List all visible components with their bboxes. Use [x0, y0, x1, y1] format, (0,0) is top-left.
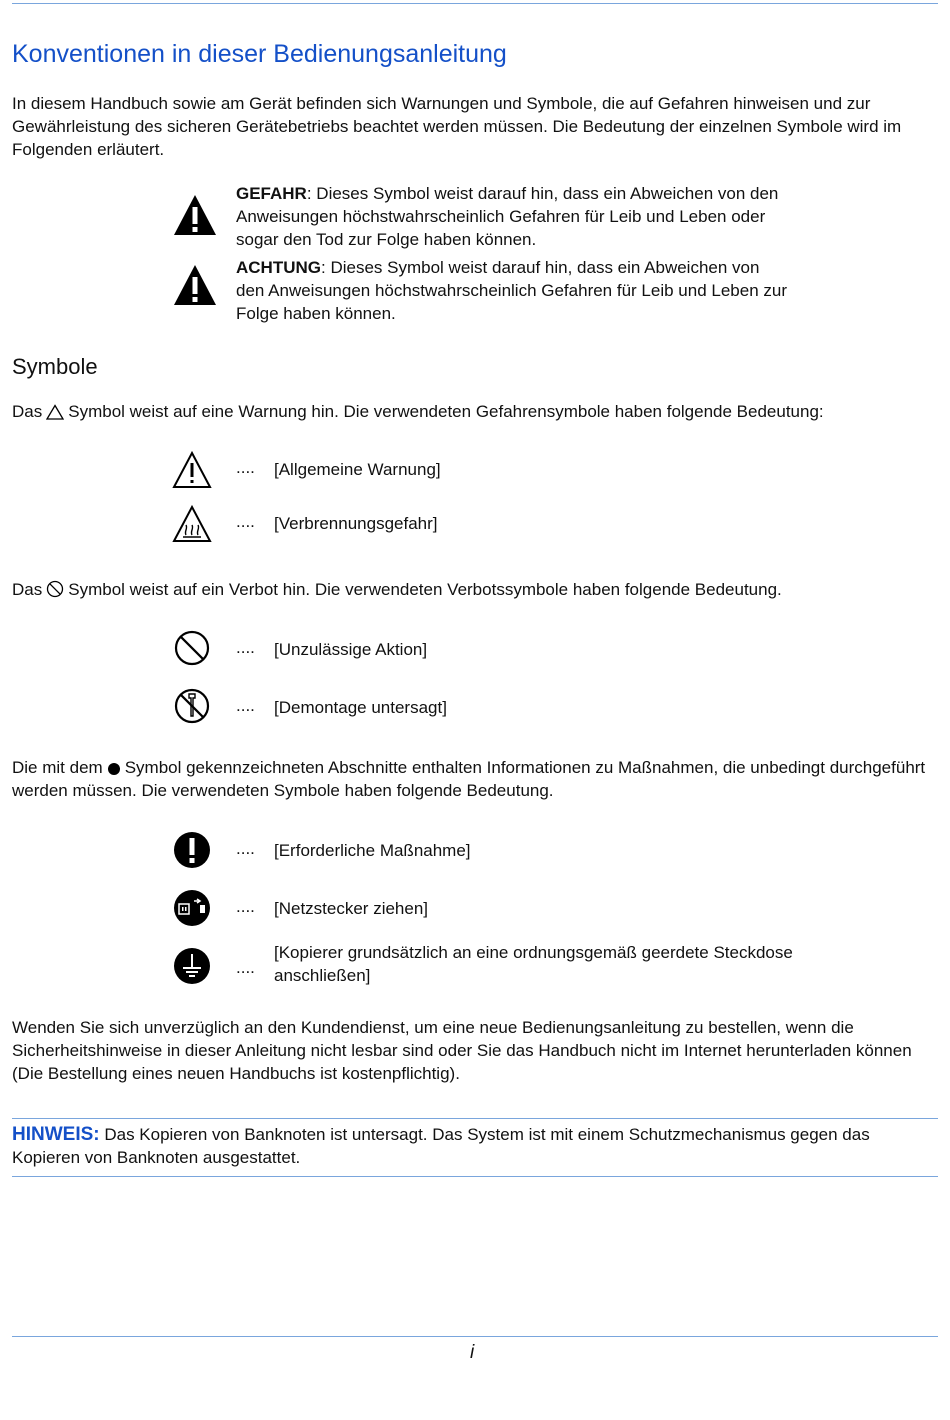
- dots: ....: [236, 696, 255, 715]
- dots: ....: [236, 839, 255, 858]
- hinweis-top-rule: [12, 1118, 938, 1119]
- symbol-label: [Allgemeine Warnung]: [274, 460, 441, 479]
- symbol-row-general-warning: [172, 450, 812, 490]
- symbols-heading: Symbole: [12, 354, 98, 379]
- hinweis-note: [12, 1123, 938, 1169]
- danger-warning: [172, 182, 792, 252]
- caution-icon: [172, 262, 218, 308]
- ground-icon: [172, 946, 212, 986]
- prohibited-action-icon: [172, 628, 212, 668]
- dots: ....: [236, 512, 255, 531]
- symbol-row-required-action: [172, 830, 812, 870]
- warning-intro-pre: Das: [12, 402, 43, 421]
- hinweis-bottom-rule: [12, 1176, 938, 1177]
- top-rule: [12, 3, 938, 4]
- symbol-label: [Kopierer grundsätzlich an eine ordnungsgemäß geerdete Steckdose anschließen]: [274, 943, 793, 985]
- general-warning-icon: [172, 450, 212, 490]
- dots: ....: [236, 958, 255, 977]
- mandatory-symbol-intro: [12, 756, 938, 802]
- symbol-row-prohibited-action: [172, 628, 812, 668]
- required-action-icon: [172, 830, 212, 870]
- danger-text: [236, 182, 792, 251]
- symbol-label: [Verbrennungsgefahr]: [274, 514, 438, 533]
- no-disassembly-icon: [172, 686, 212, 726]
- prohibition-intro-pre: Das: [12, 580, 43, 599]
- symbol-label: [Netzstecker ziehen]: [274, 899, 429, 918]
- symbol-label: [Erforderliche Maßnahme]: [274, 841, 471, 860]
- symbol-row-burn-hazard: [172, 504, 812, 544]
- symbol-label: [Unzulässige Aktion]: [274, 640, 428, 659]
- hinweis-label: HINWEIS:: [12, 1124, 100, 1145]
- service-note: Wenden Sie sich unverzüglich an den Kundendienst, um eine neue Bedienungsanleitung zu bestellen, wenn die Sicherheitshinweise in dieser Anleitung nicht lesbar sind oder Sie das Handbuch nicht im Internet herunterladen können (Die Bestellung eines neuen Handbuchs ist kostenpflichtig).: [12, 1018, 912, 1083]
- dots: ....: [236, 897, 255, 916]
- hinweis-text: Das Kopieren von Banknoten ist untersagt. Das System ist mit einem Schutzmechanismus gegen das Kopieren von Banknoten ausgestattet.: [12, 1125, 870, 1167]
- dots: ....: [236, 638, 255, 657]
- prohibition-circle-icon: [46, 580, 64, 598]
- danger-label: GEFAHR: [236, 184, 307, 203]
- danger-description: : Dieses Symbol weist darauf hin, dass ein Abweichen von den Anweisungen höchstwahrscheinlich Gefahren für Leib und Leben oder sogar den Tod zur Folge haben können.: [236, 184, 779, 249]
- symbol-row-unplug: [172, 888, 812, 928]
- warning-triangle-outline-icon: [46, 404, 64, 420]
- unplug-icon: [172, 888, 212, 928]
- filled-circle-icon: [107, 762, 121, 776]
- symbol-row-ground: [172, 944, 812, 990]
- caution-text: [236, 256, 792, 325]
- mandatory-intro-pre: Die mit dem: [12, 758, 103, 777]
- burn-hazard-icon: [172, 504, 212, 544]
- footer-rule: [12, 1336, 938, 1337]
- prohibition-symbol-intro: [12, 578, 938, 601]
- warning-intro-post: Symbol weist auf eine Warnung hin. Die verwendeten Gefahrensymbole haben folgende Bedeutung:: [68, 402, 824, 421]
- dots: ....: [236, 458, 255, 477]
- caution-warning: [172, 256, 792, 326]
- intro-paragraph: In diesem Handbuch sowie am Gerät befinden sich Warnungen und Symbole, die auf Gefahren hinweisen und zur Gewährleistung des sicheren Gerätebetriebs beachtet werden müssen. Die Bedeutung der einzelnen Symbole wird im Folgenden erläutert.: [12, 94, 902, 159]
- warning-symbol-intro: [12, 400, 938, 423]
- danger-icon: [172, 192, 218, 238]
- page-title: Konventionen in dieser Bedienungsanleitung: [12, 40, 507, 68]
- symbol-label: [Demontage untersagt]: [274, 698, 447, 717]
- mandatory-intro-post: Symbol gekennzeichneten Abschnitte enthalten Informationen zu Maßnahmen, die unbedingt durchgeführt werden müssen. Die verwendeten Symbole haben folgende Bedeutung.: [12, 758, 926, 800]
- symbol-row-no-disassembly: [172, 686, 812, 726]
- prohibition-intro-post: Symbol weist auf ein Verbot hin. Die verwendeten Verbotssymbole haben folgende Bedeutung.: [68, 580, 782, 599]
- caution-description: : Dieses Symbol weist darauf hin, dass ein Abweichen von den Anweisungen höchstwahrscheinlich Gefahren für Leib und Leben zur Folge haben können.: [236, 258, 787, 323]
- caution-label: ACHTUNG: [236, 258, 321, 277]
- page-number: i: [470, 1342, 475, 1363]
